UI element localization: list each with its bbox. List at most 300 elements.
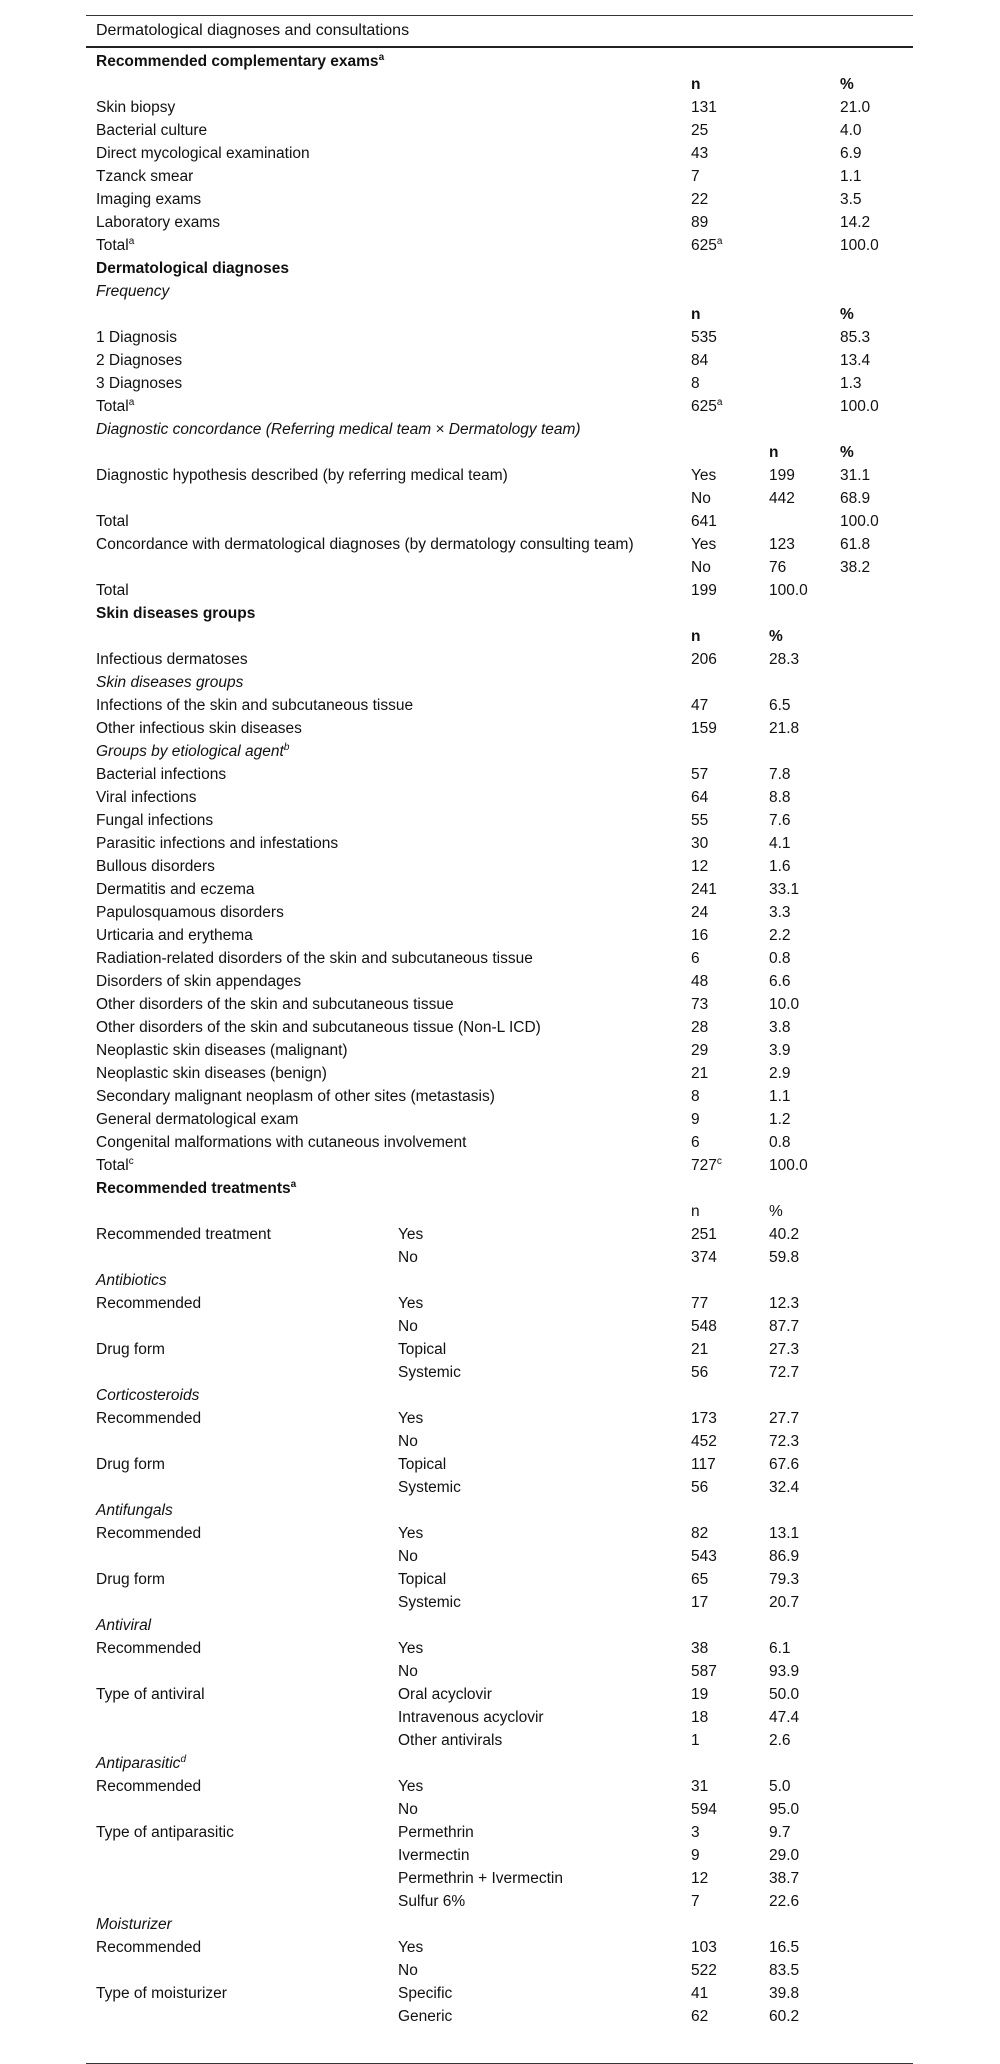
table-row bbox=[86, 1430, 913, 1453]
table-cell-c4 bbox=[769, 1729, 791, 1752]
cell-text: 3 bbox=[691, 1824, 700, 1841]
table-cell-c1 bbox=[96, 1522, 201, 1545]
table-cell-c3 bbox=[691, 326, 717, 349]
table-row bbox=[86, 1706, 913, 1729]
table-row bbox=[86, 1683, 913, 1706]
table-cell-c1 bbox=[96, 234, 134, 257]
table-cell-c4 bbox=[769, 1844, 799, 1867]
cell-text: No bbox=[691, 559, 711, 576]
cell-text: 21.0 bbox=[840, 99, 871, 116]
table-row bbox=[86, 1200, 913, 1223]
table-cell-c2 bbox=[398, 1637, 423, 1660]
table-cell-c4 bbox=[769, 1039, 791, 1062]
cell-text: 33.1 bbox=[769, 881, 800, 898]
cell-text: No bbox=[398, 1249, 418, 1266]
cell-text: Systemic bbox=[398, 1479, 461, 1496]
cell-text: Recommended bbox=[96, 1778, 202, 1795]
table-cell-c2 bbox=[398, 1798, 418, 1821]
cell-text: 173 bbox=[691, 1410, 717, 1427]
cell-text: 4.0 bbox=[840, 122, 862, 139]
cell-text: 31 bbox=[691, 1778, 709, 1795]
cell-text: Recommended bbox=[96, 1939, 202, 1956]
table-row bbox=[86, 142, 913, 165]
cell-text: Laboratory exams bbox=[96, 214, 221, 231]
footnote-marker: a bbox=[378, 52, 385, 63]
cell-text: 641 bbox=[691, 513, 717, 530]
table-cell-c4 bbox=[769, 855, 791, 878]
cell-text: 17 bbox=[691, 1594, 709, 1611]
cell-text: 85.3 bbox=[840, 329, 871, 346]
table-row bbox=[86, 1108, 913, 1131]
table-cell-c1 bbox=[96, 855, 215, 878]
cell-text: 3.9 bbox=[769, 1042, 791, 1059]
cell-text: Neoplastic skin diseases (malignant) bbox=[96, 1042, 348, 1059]
cell-text: 87.7 bbox=[769, 1318, 800, 1335]
table-row bbox=[86, 1890, 913, 1913]
table-cell-c1 bbox=[96, 1154, 134, 1177]
cell-text: Type of antiparasitic bbox=[96, 1824, 234, 1841]
table-row bbox=[86, 1982, 913, 2005]
table-cell-c4 bbox=[769, 809, 791, 832]
cell-text: 31.1 bbox=[840, 467, 871, 484]
cell-text: No bbox=[398, 1962, 418, 1979]
cell-text: 0.8 bbox=[769, 1134, 791, 1151]
table-row bbox=[86, 924, 913, 947]
table-cell-c3 bbox=[691, 901, 708, 924]
table-cell-c3 bbox=[691, 1982, 708, 2005]
cell-text: 587 bbox=[691, 1663, 717, 1680]
cell-text: Fungal infections bbox=[96, 812, 214, 829]
table-cell-c1 bbox=[96, 1177, 296, 1200]
table-cell-c1 bbox=[96, 671, 243, 694]
table-cell-c1 bbox=[96, 1568, 165, 1591]
cell-text: Neoplastic skin diseases (benign) bbox=[96, 1065, 327, 1082]
table-cell-c3 bbox=[691, 809, 708, 832]
cell-text: Permethrin bbox=[398, 1824, 474, 1841]
table-cell-c4 bbox=[769, 1637, 791, 1660]
cell-text: 93.9 bbox=[769, 1663, 800, 1680]
table-cell-c1 bbox=[96, 579, 129, 602]
cell-text: 38.2 bbox=[840, 559, 871, 576]
cell-text: 442 bbox=[769, 490, 795, 507]
table-cell-c4 bbox=[769, 625, 783, 648]
table-cell-c1 bbox=[96, 1752, 186, 1775]
table-cell-c2 bbox=[398, 1660, 418, 1683]
table-row bbox=[86, 372, 913, 395]
table-cell-c3 bbox=[691, 464, 716, 487]
table-row bbox=[86, 579, 913, 602]
cell-text: 28 bbox=[691, 1019, 709, 1036]
cell-text: 56 bbox=[691, 1479, 709, 1496]
cell-text: Diagnostic hypothesis described (by referring medical team) bbox=[96, 467, 508, 484]
table-cell-c2 bbox=[398, 2005, 452, 2028]
table-cell-c3 bbox=[691, 579, 717, 602]
cell-text: Type of antiviral bbox=[96, 1686, 205, 1703]
table-cell-c4 bbox=[769, 1246, 799, 1269]
cell-text: 100.0 bbox=[840, 398, 879, 415]
table-cell-c3 bbox=[691, 556, 711, 579]
table-row bbox=[86, 1269, 913, 1292]
table-cell-c1 bbox=[96, 119, 207, 142]
table-cell-c3 bbox=[691, 1131, 700, 1154]
cell-text: Disorders of skin appendages bbox=[96, 973, 302, 990]
cell-text: Skin diseases groups bbox=[96, 674, 244, 691]
table-cell-c4 bbox=[769, 533, 795, 556]
table-cell-c1 bbox=[96, 878, 255, 901]
table-cell-c2 bbox=[398, 1959, 418, 1982]
cell-text: 6 bbox=[691, 1134, 700, 1151]
cell-text: Bacterial culture bbox=[96, 122, 208, 139]
footnote-marker: c bbox=[128, 1156, 134, 1167]
cell-text: Recommended treatments bbox=[96, 1180, 291, 1197]
table-column-header-row bbox=[86, 441, 913, 464]
table-cell-c4 bbox=[769, 786, 791, 809]
cell-text: 47.4 bbox=[769, 1709, 800, 1726]
cell-text: 72.3 bbox=[769, 1433, 800, 1450]
cell-text: n bbox=[691, 306, 701, 323]
table-cell-c1 bbox=[96, 165, 193, 188]
cell-text: Other infectious skin diseases bbox=[96, 720, 302, 737]
cell-text: No bbox=[398, 1433, 418, 1450]
table-row bbox=[86, 648, 913, 671]
table-cell-c1 bbox=[96, 1499, 173, 1522]
cell-text: n bbox=[769, 444, 779, 461]
table-row bbox=[86, 1844, 913, 1867]
table-cell-c1 bbox=[96, 464, 508, 487]
table-cell-c1 bbox=[96, 901, 284, 924]
cell-text: n bbox=[691, 76, 701, 93]
cell-text: Tzanck smear bbox=[96, 168, 194, 185]
table-cell-c1 bbox=[96, 418, 581, 441]
cell-text: Antifungals bbox=[96, 1502, 173, 1519]
table-cell-c3 bbox=[691, 142, 708, 165]
cell-text: Parasitic infections and infestations bbox=[96, 835, 339, 852]
cell-text: Total bbox=[96, 398, 129, 415]
cell-text: 61.8 bbox=[840, 536, 871, 553]
table-cell-c4 bbox=[769, 1085, 791, 1108]
table-cell-c5 bbox=[840, 96, 870, 119]
table-cell-c4 bbox=[769, 1062, 791, 1085]
table-cell-c4 bbox=[769, 1430, 799, 1453]
table-cell-c3 bbox=[691, 533, 716, 556]
table-cell-c4 bbox=[769, 1959, 799, 1982]
cell-text: Moisturizer bbox=[96, 1916, 172, 1933]
cell-text: 1.3 bbox=[840, 375, 862, 392]
table-cell-c3 bbox=[691, 993, 708, 1016]
cell-text: 100.0 bbox=[840, 237, 879, 254]
cell-text: 30 bbox=[691, 835, 709, 852]
cell-text: 2.2 bbox=[769, 927, 791, 944]
table-cell-c4 bbox=[769, 1223, 799, 1246]
table-cell-c2 bbox=[398, 1890, 465, 1913]
table-row bbox=[86, 1591, 913, 1614]
table-row bbox=[86, 1660, 913, 1683]
table-cell-c3 bbox=[691, 1085, 700, 1108]
table-cell-c5 bbox=[840, 165, 862, 188]
cell-text: 10.0 bbox=[769, 996, 800, 1013]
footnote-marker: a bbox=[716, 397, 723, 408]
table-cell-c5 bbox=[840, 188, 862, 211]
table-row bbox=[86, 1384, 913, 1407]
cell-text: 22.6 bbox=[769, 1893, 800, 1910]
table-row bbox=[86, 1545, 913, 1568]
table-cell-c1 bbox=[96, 1085, 495, 1108]
table-cell-c3 bbox=[691, 1637, 708, 1660]
table-row bbox=[86, 418, 913, 441]
table-cell-c3 bbox=[691, 487, 711, 510]
cell-text: 21 bbox=[691, 1065, 709, 1082]
table-row bbox=[86, 602, 913, 625]
table-cell-c2 bbox=[398, 1223, 423, 1246]
table-cell-c3 bbox=[691, 1407, 717, 1430]
cell-text: 72.7 bbox=[769, 1364, 800, 1381]
table-cell-c5 bbox=[840, 372, 862, 395]
table-cell-c3 bbox=[691, 1936, 717, 1959]
table-cell-c1 bbox=[96, 786, 197, 809]
table-row bbox=[86, 717, 913, 740]
cell-text: Skin diseases groups bbox=[96, 605, 256, 622]
table-row bbox=[86, 1039, 913, 1062]
table-cell-c4 bbox=[769, 970, 791, 993]
table-cell-c3 bbox=[691, 1545, 717, 1568]
table-cell-c2 bbox=[398, 1982, 452, 2005]
table-row bbox=[86, 671, 913, 694]
cell-text: Total bbox=[96, 1157, 129, 1174]
table-caption: Dermatological diagnoses and consultations bbox=[96, 22, 410, 39]
cell-text: n bbox=[691, 1203, 700, 1220]
cell-text: % bbox=[769, 628, 783, 645]
cell-text: 6 bbox=[691, 950, 700, 967]
dermatology-table bbox=[86, 15, 913, 2028]
table-cell-c3 bbox=[691, 717, 717, 740]
table-cell-c4 bbox=[769, 1315, 799, 1338]
cell-text: 38.7 bbox=[769, 1870, 800, 1887]
table-row bbox=[86, 326, 913, 349]
cell-text: 2.6 bbox=[769, 1732, 791, 1749]
cell-text: 2 Diagnoses bbox=[96, 352, 183, 369]
table-cell-c3 bbox=[691, 1683, 708, 1706]
table-column-header-row bbox=[86, 73, 913, 96]
cell-text: 7.8 bbox=[769, 766, 791, 783]
cell-text: 60.2 bbox=[769, 2008, 800, 2025]
table-row bbox=[86, 1775, 913, 1798]
table-cell-c4 bbox=[769, 1591, 799, 1614]
table-cell-c3 bbox=[691, 303, 700, 326]
table-cell-c5 bbox=[840, 73, 854, 96]
table-cell-c3 bbox=[691, 970, 708, 993]
table-cell-c5 bbox=[840, 533, 870, 556]
cell-text: Bacterial infections bbox=[96, 766, 227, 783]
cell-text: Yes bbox=[398, 1410, 424, 1427]
table-cell-c4 bbox=[769, 1936, 799, 1959]
table-cell-c1 bbox=[96, 832, 338, 855]
cell-text: 3.8 bbox=[769, 1019, 791, 1036]
cell-text: 1.1 bbox=[840, 168, 862, 185]
cell-text: 32.4 bbox=[769, 1479, 800, 1496]
cell-text: Other disorders of the skin and subcutaneous tissue (Non-L ICD) bbox=[96, 1019, 541, 1036]
table-row bbox=[86, 947, 913, 970]
table-cell-c1 bbox=[96, 372, 182, 395]
table-row bbox=[86, 1499, 913, 1522]
cell-text: Dermatological diagnoses bbox=[96, 260, 289, 277]
table-cell-c5 bbox=[840, 119, 862, 142]
cell-text: Yes bbox=[691, 536, 717, 553]
cell-text: 6.6 bbox=[769, 973, 791, 990]
table-row bbox=[86, 234, 913, 257]
cell-text: 206 bbox=[691, 651, 717, 668]
table-cell-c1 bbox=[96, 326, 177, 349]
table-row bbox=[86, 349, 913, 372]
cell-text: Total bbox=[96, 582, 129, 599]
table-row bbox=[86, 1913, 913, 1936]
table-cell-c3 bbox=[691, 372, 700, 395]
cell-text: 548 bbox=[691, 1318, 717, 1335]
table-row bbox=[86, 165, 913, 188]
cell-text: 7 bbox=[691, 1893, 700, 1910]
cell-text: Yes bbox=[398, 1525, 424, 1542]
table-cell-c3 bbox=[691, 1292, 708, 1315]
cell-text: Papulosquamous disorders bbox=[96, 904, 284, 921]
table-row bbox=[86, 1568, 913, 1591]
cell-text: 18 bbox=[691, 1709, 709, 1726]
table-row bbox=[86, 510, 913, 533]
table-cell-c1 bbox=[96, 1775, 201, 1798]
cell-text: 241 bbox=[691, 881, 717, 898]
cell-text: Drug form bbox=[96, 1571, 165, 1588]
cell-text: 65 bbox=[691, 1571, 709, 1588]
cell-text: Yes bbox=[398, 1226, 424, 1243]
table-cell-c1 bbox=[96, 1821, 234, 1844]
table-cell-c1 bbox=[96, 349, 182, 372]
table-row bbox=[86, 1223, 913, 1246]
table-row bbox=[86, 1246, 913, 1269]
table-cell-c3 bbox=[691, 832, 708, 855]
table-cell-c2 bbox=[398, 1729, 502, 1752]
table-cell-c1 bbox=[96, 1039, 348, 1062]
cell-text: 5.0 bbox=[769, 1778, 791, 1795]
table-cell-c1 bbox=[96, 809, 213, 832]
table-body bbox=[86, 48, 913, 2028]
cell-text: 22 bbox=[691, 191, 709, 208]
cell-text: 159 bbox=[691, 720, 717, 737]
table-cell-c4 bbox=[769, 1453, 799, 1476]
table-cell-c3 bbox=[691, 1062, 708, 1085]
cell-text: 76 bbox=[769, 559, 787, 576]
cell-text: 47 bbox=[691, 697, 709, 714]
table-row bbox=[86, 694, 913, 717]
table-cell-c4 bbox=[769, 1798, 799, 1821]
table-cell-c2 bbox=[398, 1453, 446, 1476]
table-cell-c4 bbox=[769, 1821, 791, 1844]
table-cell-c5 bbox=[840, 464, 870, 487]
table-cell-c2 bbox=[398, 1545, 418, 1568]
table-cell-c3 bbox=[691, 1453, 716, 1476]
table-row bbox=[86, 1798, 913, 1821]
cell-text: n bbox=[691, 628, 701, 645]
table-row bbox=[86, 533, 913, 556]
cell-text: 41 bbox=[691, 1985, 709, 2002]
cell-text: 100.0 bbox=[769, 582, 808, 599]
table-cell-c1 bbox=[96, 395, 134, 418]
cell-text: 6.1 bbox=[769, 1640, 791, 1657]
cell-text: 64 bbox=[691, 789, 709, 806]
cell-text: Concordance with dermatological diagnoses (by dermatology consulting team) bbox=[96, 536, 634, 553]
cell-text: Permethrin + Ivermectin bbox=[398, 1870, 563, 1887]
table-cell-c1 bbox=[96, 970, 301, 993]
table-cell-c4 bbox=[769, 1016, 791, 1039]
table-cell-c3 bbox=[691, 1660, 717, 1683]
table-cell-c3 bbox=[691, 1223, 717, 1246]
cell-text: 21.8 bbox=[769, 720, 800, 737]
table-cell-c4 bbox=[769, 1476, 799, 1499]
table-cell-c1 bbox=[96, 694, 413, 717]
cell-text: Bullous disorders bbox=[96, 858, 215, 875]
table-cell-c2 bbox=[398, 1844, 470, 1867]
table-row bbox=[86, 1453, 913, 1476]
table-row bbox=[86, 1407, 913, 1430]
table-cell-c4 bbox=[769, 1568, 799, 1591]
table-cell-c1 bbox=[96, 648, 248, 671]
cell-text: 43 bbox=[691, 145, 709, 162]
table-cell-c5 bbox=[840, 303, 854, 326]
cell-text: No bbox=[398, 1801, 418, 1818]
cell-text: Recommended bbox=[96, 1410, 202, 1427]
cell-text: 100.0 bbox=[769, 1157, 808, 1174]
cell-text: Topical bbox=[398, 1456, 447, 1473]
table-cell-c4 bbox=[769, 1292, 799, 1315]
footnote-marker: b bbox=[283, 742, 290, 753]
table-cell-c2 bbox=[398, 1568, 446, 1591]
table-cell-c5 bbox=[840, 326, 870, 349]
table-cell-c5 bbox=[840, 142, 862, 165]
cell-text: 7.6 bbox=[769, 812, 791, 829]
cell-text: 28.3 bbox=[769, 651, 800, 668]
cell-text: Yes bbox=[398, 1939, 424, 1956]
table-row bbox=[86, 280, 913, 303]
table-cell-c1 bbox=[96, 947, 533, 970]
cell-text: 625 bbox=[691, 398, 717, 415]
cell-text: % bbox=[840, 76, 854, 93]
table-cell-c3 bbox=[691, 1867, 708, 1890]
cell-text: 4.1 bbox=[769, 835, 791, 852]
table-cell-c3 bbox=[691, 234, 722, 257]
table-cell-c2 bbox=[398, 1867, 563, 1890]
table-cell-c1 bbox=[96, 1982, 227, 2005]
table-row bbox=[86, 1085, 913, 1108]
footnote-marker: a bbox=[290, 1179, 297, 1190]
table-cell-c3 bbox=[691, 165, 700, 188]
table-row bbox=[86, 1729, 913, 1752]
cell-text: 62 bbox=[691, 2008, 709, 2025]
table-row bbox=[86, 50, 913, 73]
cell-text: 3.3 bbox=[769, 904, 791, 921]
cell-text: 39.8 bbox=[769, 1985, 800, 2002]
cell-text: Oral acyclovir bbox=[398, 1686, 492, 1703]
table-cell-c4 bbox=[769, 1545, 799, 1568]
table-cell-c1 bbox=[96, 533, 634, 556]
table-row bbox=[86, 1752, 913, 1775]
table-cell-c4 bbox=[769, 556, 786, 579]
cell-text: No bbox=[398, 1663, 418, 1680]
table-cell-c4 bbox=[769, 1706, 799, 1729]
table-cell-c3 bbox=[691, 1890, 700, 1913]
table-cell-c2 bbox=[398, 1683, 492, 1706]
table-cell-c3 bbox=[691, 1568, 708, 1591]
cell-text: No bbox=[398, 1548, 418, 1565]
table-cell-c3 bbox=[691, 1476, 708, 1499]
cell-text: 24 bbox=[691, 904, 709, 921]
table-cell-c4 bbox=[769, 1108, 791, 1131]
